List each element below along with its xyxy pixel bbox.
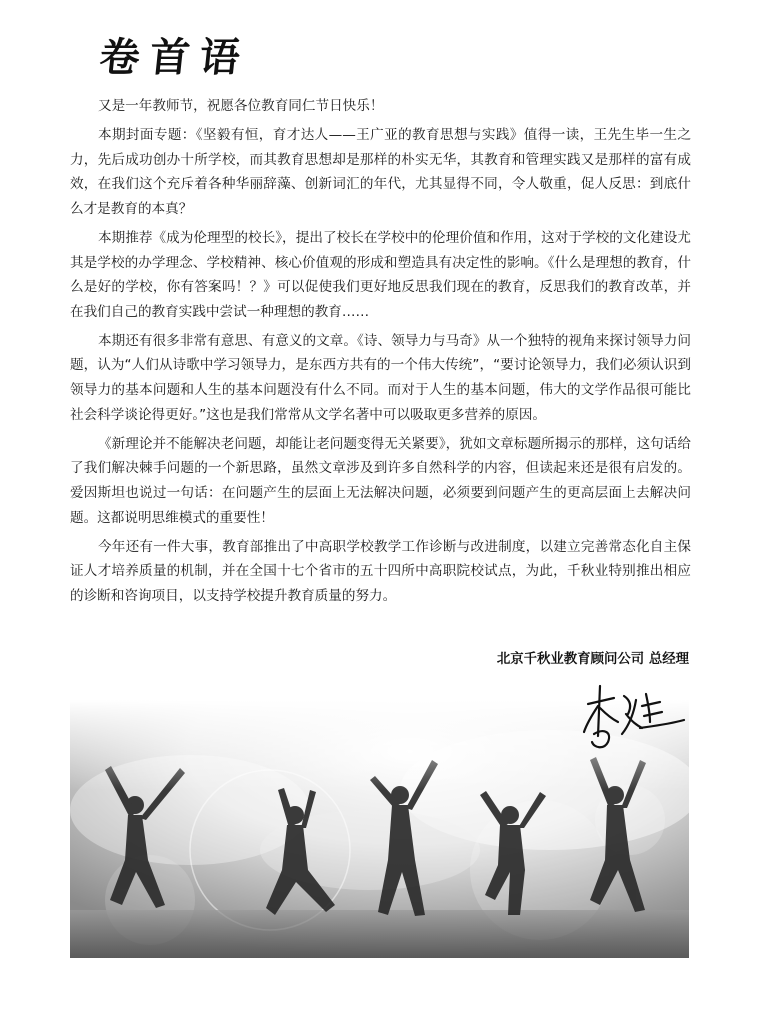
company-signature-line: 北京千秋业教育顾问公司 总经理 <box>496 652 689 667</box>
paragraph-diagnosis: 今年还有一件大事，教育部推出了中高职学校教学工作诊断与改进制度，以建立完善常态化自主保证人才培养质量的机制，并在全国十七个省市的五十四所中高职院校试点，为此，千秋业特别推出相应的诊断和咨询项目，以支持学校提升教育质量的努力。 <box>70 538 691 604</box>
paragraph-new-theory: 《新理论并不能解决老问题，却能让老问题变得无关紧要》，犹如文章标题所揭示的那样，这句话给了我们解决棘手问题的一个新思路，虽然文章涉及到许多自然科学的内容，但读起来还是很有启发的。爱因斯坦也说过一句话：在问题产生的层面上无法解决问题，必须要到问题产生的更高层面上去解决问题。这都说明思维模式的重要性！ <box>70 435 691 526</box>
paragraph-recommendation: 本期推荐《成为伦理型的校长》，提出了校长在学校中的伦理价值和作用，这对于学校的文化建设尤其是学校的办学理念、学校精神、核心价值观的形成和塑造具有决定性的影响。《什么是理想的教育，什么是好的学校，你有答案吗！？》可以促使我们更好地反思我们现在的教育，反思我们的教育改革，并在我们自己的教育实践中尝试一种理想的教育…… <box>70 229 691 320</box>
greeting-paragraph: 又是一年教师节，祝愿各位教育同仁节日快乐！ <box>98 98 384 114</box>
page-title: 卷首语 <box>97 34 253 81</box>
paragraph-cover-topic: 本期封面专题：《坚毅有恒，育才达人——王广亚的教育思想与实践》值得一读，王先生毕一生之力，先后成功创办十所学校，而其教育思想却是那样的朴实无华，其教育和管理实践又是那样的富有成效，在我们这个充斥着各种华丽辞藻、创新词汇的年代，尤其显得不同，令人敬重，促人反思：到底什么才是教育的本真？ <box>70 127 691 217</box>
article-body <box>70 94 691 613</box>
handwritten-signature <box>580 676 690 756</box>
paragraph-leadership: 本期还有很多非常有意思、有意义的文章。《诗、领导力与马奇》从一个独特的视角来探讨领导力问题，认为“人们从诗歌中学习领导力，是东西方共有的一个伟大传统”，“要讨论领导力，我们必须认识到领导力的基本问题和人生的基本问题没有什么不同。而对于人生的基本问题，伟大的文学作品很可能比社会科学谈论得更好。”这也是我们常常从文学名著中可以吸取更多营养的原因。 <box>70 332 691 423</box>
